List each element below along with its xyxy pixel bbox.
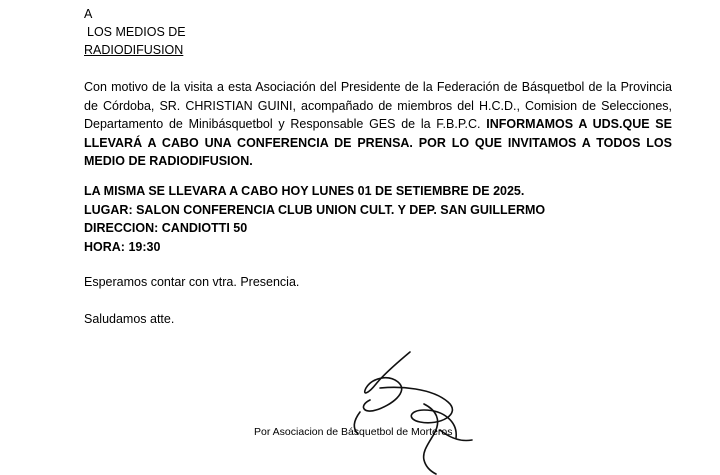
body-intro: Con motivo de la visita a esta Asociación del Presidente de la Federación de Básquetbol de la Provincia de Córdoba, SR. CHRISTIAN GUINI, acompañado de miembros del H.C.D., Comision de Selecciones, Departamento de Minibásquetbol y Responsable GES de la F.B.P.C. [84, 80, 672, 131]
event-address: DIRECCION: CANDIOTTI 50 [84, 221, 248, 235]
handwritten-signature [340, 348, 480, 475]
closing-salutation: Saludamos atte. [84, 312, 175, 326]
event-date: LA MISMA SE LLEVARA A CABO HOY LUNES 01 DE SETIEMBRE DE 2025. [84, 184, 525, 198]
addressee-prefix: A [84, 7, 93, 21]
addressee-line-underlined: RADIODIFUSION [84, 43, 184, 57]
body-paragraph [84, 78, 672, 171]
event-place: LUGAR: SALON CONFERENCIA CLUB UNION CULT. Y DEP. SAN GUILLERMO [84, 202, 546, 217]
event-details [84, 182, 545, 256]
addressee-line: LOS MEDIOS DE [87, 25, 186, 39]
event-time: HORA: 19:30 [84, 239, 161, 254]
closing-line: Esperamos contar con vtra. Presencia. [84, 275, 300, 289]
body-emphasis: INFORMAMOS A UDS.QUE SE LLEVARÁ A CABO UNA CONFERENCIA DE PRENSA. POR LO QUE INVITAMOS A TODOS LOS MEDIO DE RADIODIFUSION. [84, 117, 672, 168]
signature-caption: Por Asociacion de Básquetbol de Morteros [254, 426, 453, 438]
